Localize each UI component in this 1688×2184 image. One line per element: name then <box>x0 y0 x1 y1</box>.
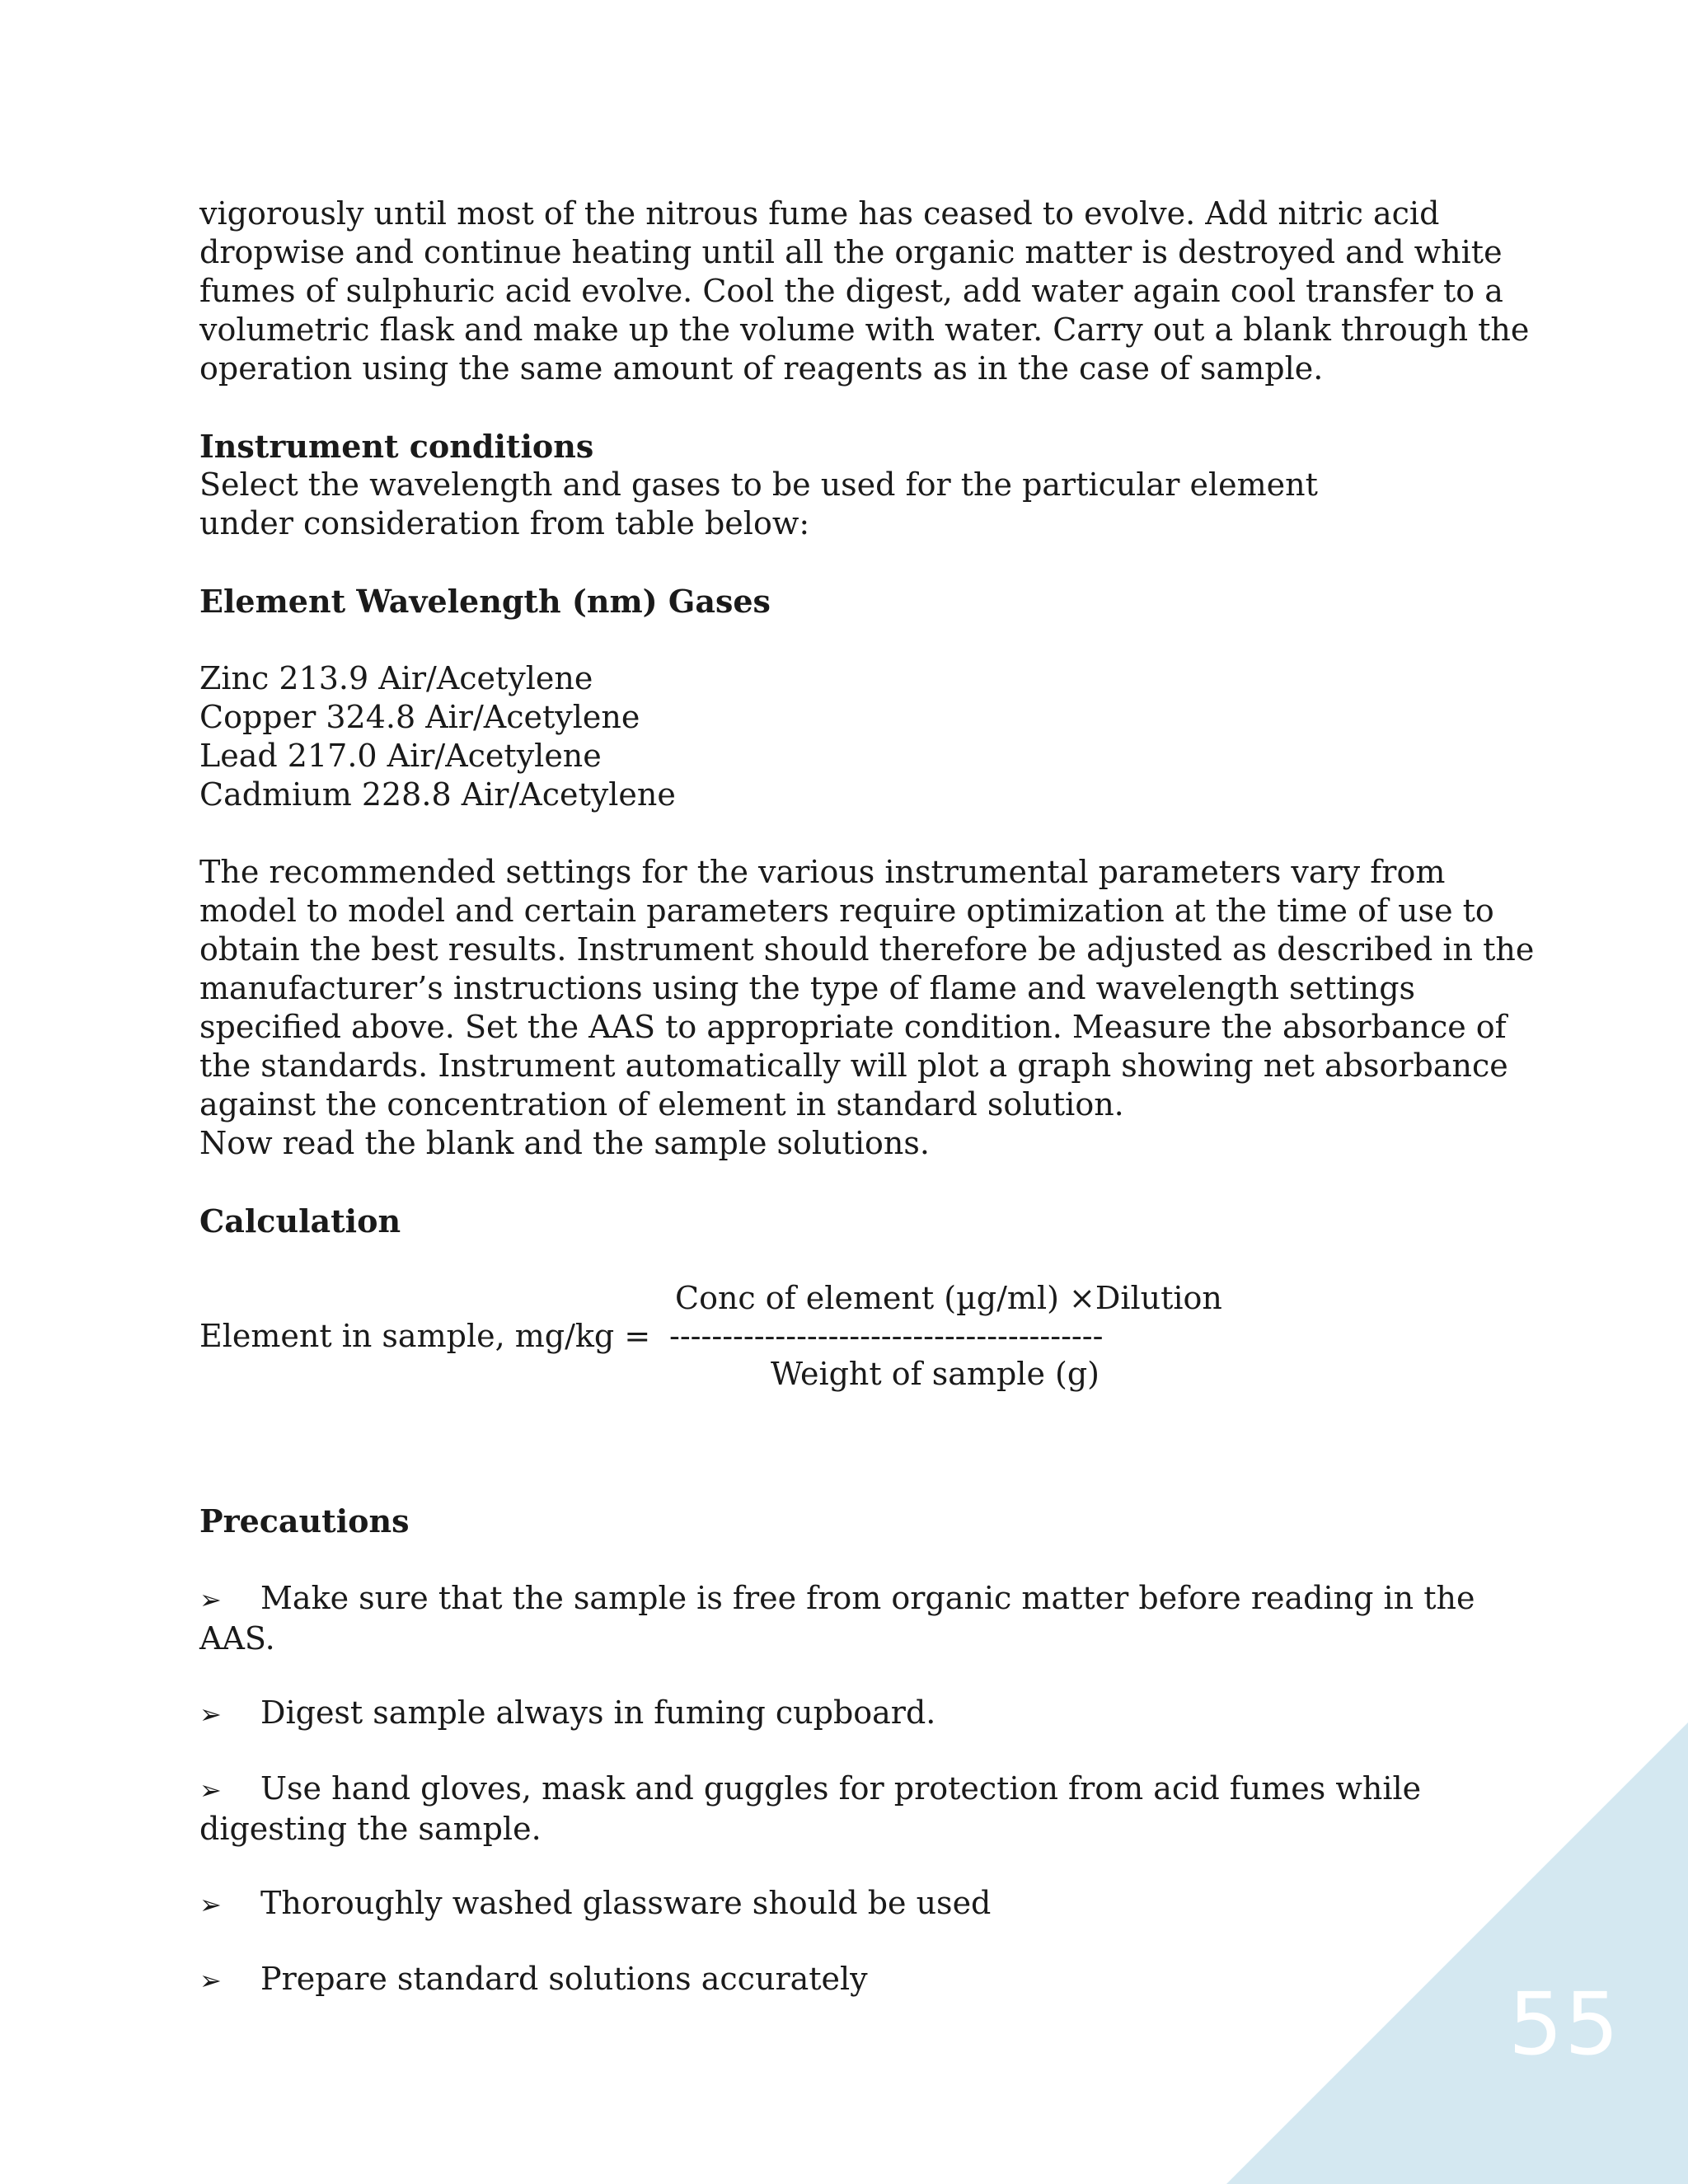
arrow-bullet-icon: ➢ <box>199 1699 222 1730</box>
precaution-text: Use hand gloves, mask and guggles for protection from acid fumes while digesting the sample. <box>199 1770 1422 1847</box>
precaution-item <box>199 1960 1535 2000</box>
precaution-text: Prepare standard solutions accurately <box>260 1961 868 1997</box>
element-row-cadmium: Cadmium 228.8 Air/Acetylene <box>199 776 676 813</box>
formula-numerator: Conc of element (µg/ml) ×Dilution <box>675 1280 1222 1316</box>
formula-label: Element in sample, mg/kg = <box>199 1318 651 1354</box>
instrument-conditions-text-line-2: under consideration from table below: <box>199 505 810 541</box>
precaution-item-content <box>199 1960 868 2000</box>
settings-last-line: Now read the blank and the sample solutions. <box>199 1125 930 1161</box>
instrument-conditions-section <box>199 427 1535 543</box>
precaution-item-content <box>199 1694 935 1734</box>
element-table <box>199 659 1535 814</box>
instrument-conditions-heading: Instrument conditions <box>199 428 594 465</box>
page-content <box>199 194 1535 2036</box>
precaution-text: Digest sample always in fuming cupboard. <box>260 1694 936 1731</box>
precaution-item <box>199 1694 1535 1734</box>
element-row-lead: Lead 217.0 Air/Acetylene <box>199 738 602 774</box>
precaution-item-content <box>199 1884 991 1924</box>
element-table-header: Element Wavelength (nm) Gases <box>199 583 771 620</box>
element-row-copper: Copper 324.8 Air/Acetylene <box>199 699 640 735</box>
precaution-item-content <box>199 1769 1535 1849</box>
arrow-bullet-icon: ➢ <box>199 1889 222 1920</box>
precaution-text: Make sure that the sample is free from organic matter before reading in the AAS. <box>199 1580 1475 1657</box>
arrow-bullet-icon: ➢ <box>199 1965 222 1996</box>
intro-paragraph: vigorously until most of the nitrous fume has ceased to evolve. Add nitric acid dropwise and continue heating until all the organic matter is destroyed and white fumes of sulphuric acid evolve. Cool the digest, add water again cool transfer to a volumetric flask and make up the volume with water. Carry out a blank through the operation using the same amount of reagents as in the case of sample. <box>199 195 1530 387</box>
formula-denominator: Weight of sample (g) <box>771 1356 1100 1392</box>
calculation-heading: Calculation <box>199 1202 401 1240</box>
precautions-list <box>199 1579 1535 2000</box>
arrow-bullet-icon: ➢ <box>199 1584 222 1615</box>
precautions-heading: Precautions <box>199 1502 410 1540</box>
settings-section <box>199 853 1535 1163</box>
formula-fraction-bar: ----------------------------------------- <box>669 1318 1104 1354</box>
arrow-bullet-icon: ➢ <box>199 1774 222 1806</box>
precaution-item <box>199 1579 1535 1658</box>
calculation-formula <box>199 1279 1535 1403</box>
precaution-text: Thoroughly washed glassware should be used <box>260 1885 992 1921</box>
page-number: 55 <box>1508 1974 1621 2074</box>
element-row-zinc: Zinc 213.9 Air/Acetylene <box>199 660 593 696</box>
settings-paragraph: The recommended settings for the various instrumental parameters vary from model to model and certain parameters require optimization at the time of use to obtain the best results. Instrument should therefore be adjusted as described in the manufacturer’s instructions using the type of flame and wavelength settings specified above. Set the AAS to appropriate condition. Measure the absorbance of the standards. Instrument automatically will plot a graph showing net absorbance against the concentration of element in standard solution. <box>199 854 1535 1122</box>
precaution-item <box>199 1769 1535 1849</box>
precaution-item <box>199 1884 1535 1924</box>
instrument-conditions-text-line-1: Select the wavelength and gases to be used for the particular element <box>199 466 1318 503</box>
precaution-item-content <box>199 1579 1535 1658</box>
